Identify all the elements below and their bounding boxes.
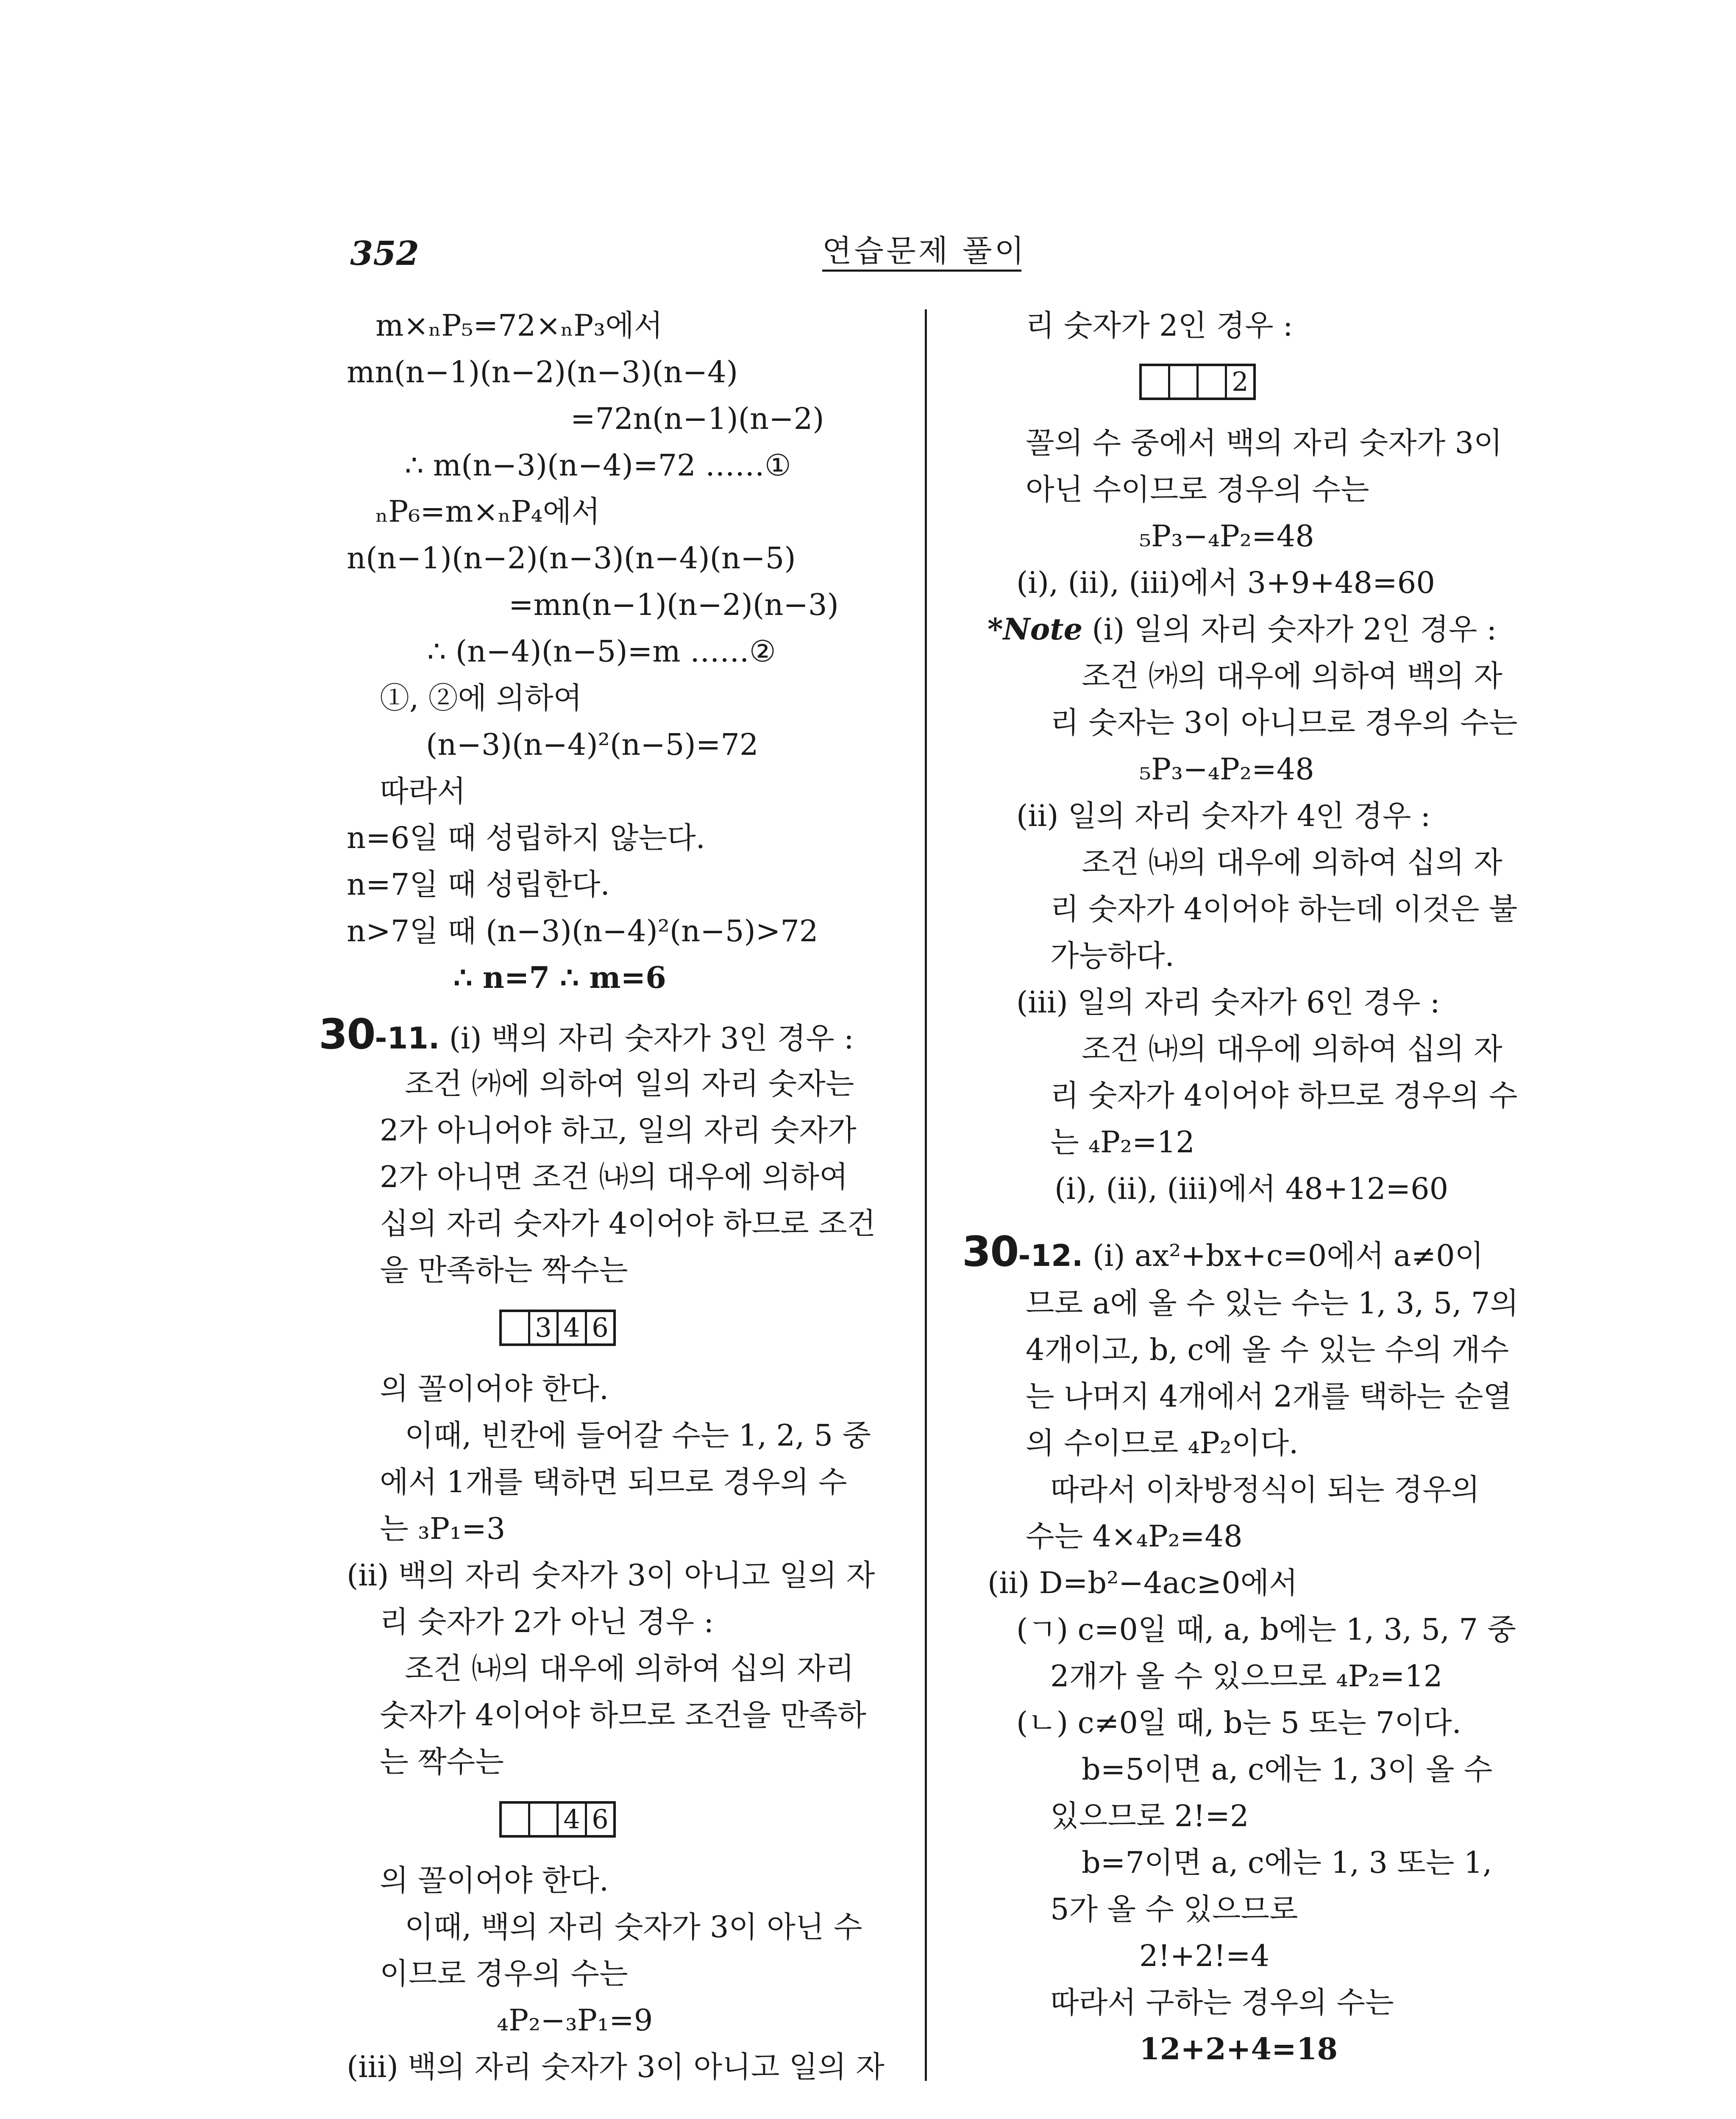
- text-line: 따라서 이차방정식이 되는 경우의: [1050, 1472, 1480, 1507]
- math-line: ₄P₂−₃P₁=9: [497, 2003, 653, 2038]
- math-line: =72n(n−1)(n−2): [570, 401, 824, 436]
- text-line: 숫자가 4이어야 하므로 조건을 만족하: [380, 1698, 866, 1732]
- text-line: 4개이고, b, c에 올 수 있는 수의 개수: [1026, 1332, 1509, 1367]
- text-line: 이때, 빈칸에 들어갈 수는 1, 2, 5 중: [405, 1418, 871, 1453]
- math-line: (ⅰ), (ⅱ), (ⅲ)에서 48+12=60: [1054, 1171, 1449, 1206]
- problem-heading-30-11: [319, 1010, 854, 1059]
- digit-cell: 6: [592, 1804, 609, 1835]
- text-line: 이때, 백의 자리 숫자가 3이 아닌 수: [405, 1910, 862, 1944]
- text-line: ①, ②에 의하여: [380, 681, 582, 715]
- text-line: 꼴의 수 중에서 백의 자리 숫자가 3이: [1026, 425, 1502, 460]
- math-line: =mn(n−1)(n−2)(n−3): [509, 587, 839, 622]
- text-line: 을 만족하는 짝수는: [380, 1253, 628, 1288]
- math-line: (n−3)(n−4)²(n−5)=72: [426, 727, 759, 762]
- digit-cell: 3: [530, 1312, 559, 1343]
- math-line: 는 ₄P₂=12: [1050, 1125, 1195, 1160]
- header-underline: [822, 270, 1021, 272]
- math-line: ₅P₃−₄P₂=48: [1139, 752, 1314, 787]
- problem-number: 30: [319, 1010, 375, 1059]
- math-line: 는 ₃P₁=3: [380, 1511, 506, 1546]
- digit-cell: 2: [1232, 366, 1249, 397]
- math-line: m×ₙP₅=72×ₙP₃에서: [376, 308, 663, 343]
- math-line: (ⅰ) ax²+bx+c=0에서 a≠0이: [1092, 1238, 1484, 1273]
- text-line: 리 숫자가 4이어야 하는데 이것은 불: [1050, 892, 1518, 926]
- text-line: 따라서 구하는 경우의 수는: [1050, 1985, 1394, 2020]
- problem-suffix: -12.: [1018, 1238, 1083, 1273]
- text-line: 조건 ㈎의 대우에 의하여 백의 자: [1082, 659, 1502, 693]
- text-line: 리 숫자가 4이어야 하므로 경우의 수: [1050, 1078, 1518, 1113]
- digit-box-xx46: [499, 1801, 616, 1838]
- digit-box-x346: [499, 1310, 616, 1346]
- case-heading: (ⅲ) 백의 자리 숫자가 3이 아니고 일의 자: [347, 2049, 885, 2084]
- math-line: ∴ m(n−3)(n−4)=72 ……①: [405, 448, 791, 483]
- math-line: ₙP₆=m×ₙP₄에서: [376, 494, 600, 529]
- text-line: b=5이면 a, c에는 1, 3이 올 수: [1082, 1752, 1493, 1787]
- text-line: 조건 ㈎에 의하여 일의 자리 숫자는: [405, 1066, 854, 1101]
- case-heading: (ⅱ) D=b²−4ac≥0에서: [988, 1566, 1298, 1600]
- digit-cell: [502, 1312, 530, 1343]
- math-line: n(n−1)(n−2)(n−3)(n−4)(n−5): [347, 541, 796, 576]
- text-line: 따라서: [380, 774, 466, 809]
- text-line: 아닌 수이므로 경우의 수는: [1026, 472, 1369, 507]
- text-line: (ㄴ) c≠0일 때, b는 5 또는 7이다.: [1016, 1705, 1461, 1740]
- text-line: 에서 1개를 택하면 되므로 경우의 수: [380, 1465, 847, 1499]
- text-line: 의 수이므로 ₄P₂이다.: [1026, 1426, 1299, 1460]
- problem-suffix: -11.: [375, 1021, 440, 1056]
- text-line: 조건 ㈏의 대우에 의하여 십의 자: [1082, 845, 1502, 880]
- column-divider: [925, 309, 927, 2081]
- note-label: *Note: [988, 612, 1083, 647]
- text-line: 이므로 경우의 수는: [380, 1956, 628, 1991]
- case-heading: (ⅲ) 일의 자리 숫자가 6인 경우 :: [1016, 985, 1440, 1020]
- text-line: 리 숫자가 2인 경우 :: [1026, 308, 1293, 343]
- math-line: ₅P₃−₄P₂=48: [1139, 519, 1314, 553]
- text-line: 조건 ㈏의 대우에 의하여 십의 자리: [405, 1651, 854, 1686]
- case-heading: (ⅱ) 백의 자리 숫자가 3이 아니고 일의 자: [347, 1558, 875, 1593]
- text-line: n=7일 때 성립한다.: [347, 867, 610, 902]
- page-number: 352: [350, 234, 419, 273]
- digit-cell: [1170, 366, 1199, 398]
- digit-cell: [1142, 366, 1170, 398]
- math-line: 있으므로 2!=2: [1050, 1799, 1249, 1833]
- text-line: 는 짝수는: [380, 1744, 504, 1779]
- note-heading: [988, 612, 1497, 647]
- digit-cell: [530, 1804, 559, 1835]
- text-line: 리 숫자가 2가 아닌 경우 :: [380, 1605, 714, 1639]
- digit-cell: 4: [559, 1312, 587, 1343]
- digit-cell: 4: [559, 1804, 587, 1835]
- math-line: mn(n−1)(n−2)(n−3)(n−4): [347, 355, 738, 389]
- digit-cell: [502, 1804, 530, 1835]
- text-line: b=7이면 a, c에는 1, 3 또는 1,: [1082, 1845, 1492, 1880]
- digit-cell: 6: [592, 1312, 609, 1343]
- running-title: 연습문제 풀이: [822, 233, 1027, 269]
- text-line: 는 나머지 4개에서 2개를 택하는 순열: [1026, 1379, 1512, 1414]
- text-line: 십의 자리 숫자가 4이어야 하므로 조건: [380, 1206, 876, 1241]
- text-line: n>7일 때 (n−3)(n−4)²(n−5)>72: [347, 914, 818, 948]
- text-line: 조건 ㈏의 대우에 의하여 십의 자: [1082, 1032, 1502, 1066]
- problem-heading-30-12: [962, 1228, 1484, 1276]
- text-line: 5가 올 수 있으므로: [1050, 1892, 1298, 1927]
- math-line: 수는 4×₄P₂=48: [1026, 1519, 1243, 1554]
- answer-line: 12+2+4=18: [1139, 2031, 1338, 2066]
- math-line: 2!+2!=4: [1139, 1938, 1270, 1973]
- text-line: n=6일 때 성립하지 않는다.: [347, 820, 705, 855]
- text-line: 2가 아니어야 하고, 일의 자리 숫자가: [380, 1113, 857, 1148]
- text-line: 2가 아니면 조건 ㈏의 대우에 의하여: [380, 1160, 848, 1194]
- answer-line: ∴ n=7 ∴ m=6: [453, 960, 666, 995]
- text-line: 므로 a에 올 수 있는 수는 1, 3, 5, 7의: [1026, 1286, 1519, 1321]
- text-line: 의 꼴이어야 한다.: [380, 1371, 609, 1406]
- text-line: 의 꼴이어야 한다.: [380, 1863, 609, 1898]
- case-heading: (ⅰ) 백의 자리 숫자가 3인 경우 :: [449, 1021, 854, 1056]
- problem-number: 30: [962, 1228, 1018, 1276]
- math-line: 2개가 올 수 있으므로 ₄P₂=12: [1050, 1659, 1443, 1694]
- text-line: 가능하다.: [1050, 938, 1174, 973]
- digit-box-xxx2: [1139, 364, 1256, 400]
- text-line: 리 숫자는 3이 아니므로 경우의 수는: [1050, 705, 1518, 740]
- digit-cell: [1199, 366, 1227, 398]
- case-heading: (ⅰ) 일의 자리 숫자가 2인 경우 :: [1092, 612, 1497, 647]
- math-line: ∴ (n−4)(n−5)=m ……②: [427, 634, 776, 669]
- math-line: (ⅰ), (ⅱ), (ⅲ)에서 3+9+48=60: [1016, 565, 1435, 600]
- case-heading: (ⅱ) 일의 자리 숫자가 4인 경우 :: [1016, 798, 1431, 833]
- text-line: (ㄱ) c=0일 때, a, b에는 1, 3, 5, 7 중: [1016, 1612, 1516, 1647]
